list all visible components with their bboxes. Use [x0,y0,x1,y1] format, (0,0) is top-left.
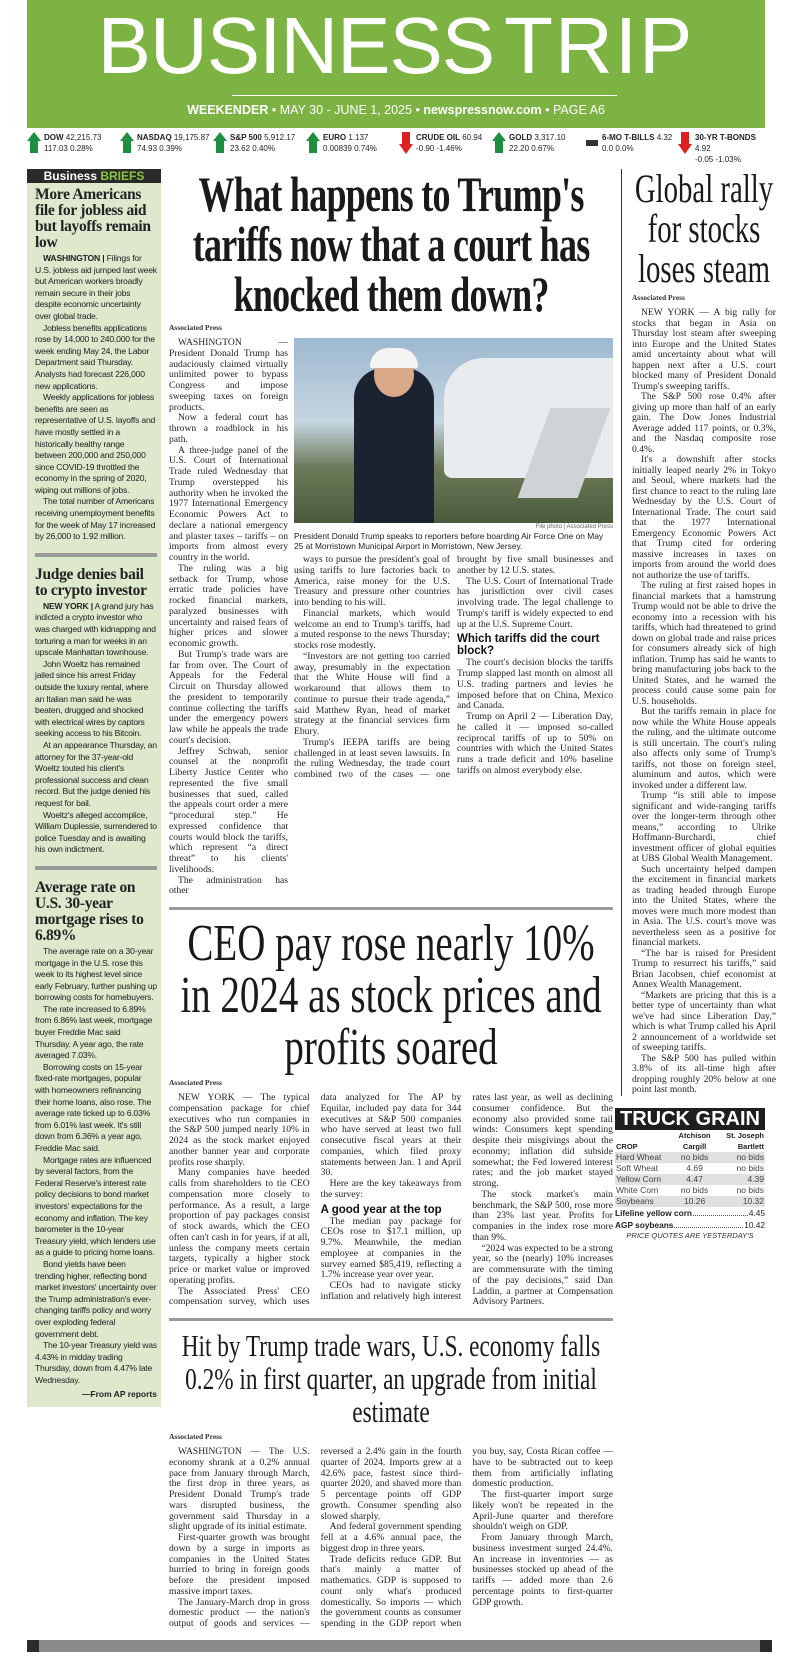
ticker-item[interactable] [399,132,492,165]
cargill-price: no bids [680,1184,709,1195]
edition-line [27,102,765,118]
ticker-change: 22.20 [509,144,530,153]
ticker-item[interactable] [492,132,585,165]
extra-price [615,1219,765,1231]
crop-name: Soybeans [615,1196,674,1207]
brief-headline: Judge denies bail to crypto investor [35,565,147,599]
ticker-text [230,132,306,154]
extra-value: 4.45 [748,1207,765,1218]
divider [35,866,157,870]
article-body [169,338,288,897]
paragraph: At an appearance Thursday, an attorney for the 37-year-old Woeltz touted his client's professional success and clean record. But the judge denied his request for bail. [35,739,157,808]
cargill-price: 4.69 [686,1162,703,1173]
col-header: Cargill [682,1141,707,1151]
ticker-pct: 0.67% [531,144,554,153]
separator: • [271,103,277,117]
ticker-name: DOW [44,133,64,142]
logo-business: BUSINESS [97,1,495,90]
arrow-up-icon [120,132,134,154]
paragraph: CEOs had to navigate sticky inflation and relatively high interest rates last year, as well as declining consumer confidence. But the economy also provided some tail winds: Consumers kept spending despite their misgivings about the economy; inflation did subside somewhat; the Fed lowered interest rates; and the job market stayed strong. [320,1092,613,1302]
headline-wrap [169,166,613,322]
ticker-value: 4.32 [656,133,673,142]
paragraph-text: A grand jury has indicted a crypto investor who was charged with kidnapping and torturing a man for weeks in an upscale Manhattan townhouse. [35,600,156,658]
main-article [169,338,613,897]
divider [169,907,613,910]
paragraph: The Associated Press' CEO compensation survey, which uses data analyzed for The AP by Equilar, included pay data for 344 executives at S&P 500 companies who have served at least two full consecutive fiscal years at their companies, which filed proxy statements between Jan. 1 and April 30. [169,1092,462,1308]
headline-wrap [632,166,776,291]
col-header: Bartlett [737,1141,764,1151]
article-body [169,1093,613,1308]
headline-wrap [169,1329,613,1428]
ticker-change: 74.93 [137,144,158,153]
paragraph: Jobless benefits applications rose by 14,000 to 240,000 for the week ending May 24, the Labor Department said Thursday. Analysts had forecast 226,000 new applications. [35,322,156,391]
grain-row [615,1196,765,1207]
paragraph [35,601,157,659]
grain-row [615,1174,765,1185]
grain-note: PRICE QUOTES ARE YESTERDAY'S [626,1230,754,1240]
ticker-pct: 0.74% [354,144,377,153]
masthead [27,0,765,128]
paragraph: “Markets are pricing that this is a better type of uncertainty than what we've had since Liberation Day,” which is what Trump called his April 2 announcement of a worldwide set of sweeping tariffs. [632,989,776,1053]
ticker-change: 0.00839 [323,144,352,153]
separator: • [545,103,550,117]
ticker-change: 0.0 [602,144,614,153]
paragraph: Weekly applications for jobless benefits are seen as representative of U.S. layoffs and have mostly settled in a historically healthy range between 200,000 and 250,000 since COVID-19 throttled the economy in the spring of 2020, wiping out millions of jobs. [35,392,156,495]
page-number: PAGE A6 [553,103,605,117]
crop-name: Hard Wheat [615,1152,674,1163]
ticker-change: -0.05 [695,155,714,164]
ticker-value: 60.94 [462,133,483,142]
paragraph: A three-judge panel of the U.S. Court of International Trade ruled Wednesday that Trump overstepped his authority when he invoked the 1977 International Emergency Economic Powers Act to declare a national emergency and plaster taxes – tariffs – on imports from almost every country in the world. [169,444,288,563]
center-column [169,166,613,1630]
briefs-label-accent: BRIEFS [100,169,145,183]
divider [169,1318,613,1321]
paragraph: But the tariffs remain in place for now while the White House appeals the ruling, and the ultimate outcome is still uncertain. The court's ruling also affects only some of Trump's tariffs, not those on foreign steel, aluminum and autos, which were invoked under a different law. [632,706,776,791]
brief-headline: More Americans file for jobless aid but layoffs remain low [35,186,151,251]
ticker-text [44,132,120,154]
paragraph: The January-March drop in gross domestic product — the nation's output of goods and services — reversed a 2.4% gain in the fourth quarter of 2024. Imports grew at a 42.6% pace, fastest since third-quarter 2020, and shaved more than 5 percentage points off GDP growth. Consumer spending also slowed sharply. [169,1446,462,1629]
paragraph: WASHINGTON — President Donald Trump has audaciously claimed virtually unlimited power to bypass Congress and impose sweeping taxes on foreign products. [169,337,288,413]
paragraph: WASHINGTON — The U.S. economy shrank at a 0.2% annual pace from January through March, the first drop in three years, as President Donald Trump's trade wars disrupted business, the government said Thursday in a slight upgrade of its initial estimate. [169,1446,310,1533]
paragraph-text: Filings for U.S. jobless aid jumped last week but American workers broadly remain secure in their jobs despite economic uncertainty over global trade. [35,253,157,321]
byline: Associated Press [632,293,685,302]
ticker-value: 4.92 [695,144,711,153]
ticker-item[interactable] [585,132,678,165]
logo-trip: TRIP [504,1,695,90]
ticker-item[interactable] [213,132,306,165]
ticker-change: 117.03 [44,144,68,153]
dateline: NEW YORK | [43,600,93,611]
masthead-rule [232,95,617,96]
edition-dates: MAY 30 - JUNE 1, 2025 [279,103,412,117]
paragraph: Here are the key takeaways from the survey: [320,1178,462,1200]
arrow-up-icon [492,132,506,154]
ticker-change: 23.62 [230,144,251,153]
cargill-price: no bids [674,1152,716,1163]
ticker-pct: 0.39% [159,144,182,153]
site-link[interactable]: newspressnow.com [423,103,542,117]
paragraph: Woeltz's alleged accomplice, William Duplessie, surrendered to police Tuesday and is awaiting his own indictment. [35,809,157,855]
unchanged-icon [585,132,599,154]
right-column [615,166,780,1240]
ticker-text [509,132,585,154]
bartlett-price: no bids [716,1152,765,1163]
paragraph: NEW YORK — The typical compensation package for chief executives who run companies in the S&P 500 jumped nearly 10% in 2024 as the stock market enjoyed another banner year and corporate profits rose sharply. [169,1092,310,1168]
brief-item [27,876,161,1387]
briefs-label: Business [43,169,97,183]
market-ticker [27,132,772,165]
paragraph: The administration has other [169,874,288,897]
ticker-item[interactable] [306,132,399,165]
grain-row [615,1185,765,1196]
grain-prices [615,1130,765,1207]
brief-body [35,253,157,543]
paragraph: Such uncertainty helped dampen the excitement in financial markets as trading headed through Europe into the United States, where the moves were much more modest than in Asia. The U.S. court's move was nevertheless seen as a positive for financial markets. [632,863,776,948]
paragraph: The ruling at first raised hopes in financial markets that a hamstrung Trump would not be able to drive the economy into a recession with his tariffs, which had threatened to grind down on global trade and raise prices for consumers already sick of high inflation. Trump has said he wants to bring manufacturing jobs back to the United States, and he warned the process could cause some pain for U.S. households. [632,580,776,707]
arrow-up-icon [306,132,320,154]
byline: Associated Press [169,1078,222,1087]
gdp-headline[interactable]: Hit by Trump trade wars, U.S. economy falls 0.2% in first quarter, an upgrade from initial estimate [181,1328,601,1429]
business-briefs [27,169,161,1407]
main-headline[interactable]: What happens to Trump's tariffs now that a court has knocked them down? [192,166,590,322]
extra-value: 10.42 [744,1219,765,1230]
news-photo[interactable] [294,338,613,523]
subhead: Which tariffs did the court block? [457,633,600,658]
paragraph: The S&P 500 has pulled within 3.8% of its all-time high after dropping roughly 20% below at one point last month. [632,1052,776,1095]
ticker-name: S&P 500 [230,133,262,142]
col-header: St. Joseph [726,1130,764,1140]
article-body [294,555,613,781]
extra-price [615,1207,765,1219]
page-grid [27,166,776,1630]
paragraph: Borrowing costs on 15-year fixed-rate mortgages, popular with homeowners refinancing their home loans, also rose. The average rate ticked up to 6.03% from 6.01% last week. It's still down from 6.36% a year ago, Freddie Mac said. [35,1061,152,1153]
bartlett-price: 4.39 [716,1174,765,1185]
paragraph: The court's decision blocks the tariffs Trump slapped last month on almost all U.S. trading partners and levies he imposed before that on China, Mexico and Canada. [457,657,613,712]
section-logo [27,2,765,90]
paragraph: Many companies have heeded calls from shareholders to tie CEO compensation more closely to performance. As a result, a large proportion of pay packages consist of stock awards, which the CEO often can't cash in for years, if at all, unless the company meets certain targets, typically a higher stock price or market value or improved operating profits. [169,1167,310,1286]
briefs-credit: —From AP reports [81,1389,157,1400]
grain-title: TRUCK GRAIN [615,1108,765,1130]
subhead: A good year at the top [320,1203,442,1216]
main-article-right [294,338,613,781]
ticker-item[interactable] [27,132,120,165]
edition-label: WEEKENDER [187,103,269,117]
paragraph: “2024 was expected to be a strong year, so the (nearly) 10% increases are commensurate with the timing of the pay decisions,” said Dan Laddin, a partner at Compensation Advisory Partners. [472,1242,613,1308]
ticker-value: 3,317.10 [534,133,566,142]
ticker-text [602,132,678,154]
paragraph: ways to pursue the president's goal of using tariffs to lure factories back to America, raise money for the U.S. Treasury and pressure other countries into bending to his will. [294,554,450,608]
paragraph: The S&P 500 rose 0.4% after giving up more than half of an early gain. The Dow Jones Industrial Average added 117 points, or 0.3%, and the Nasdaq composite rose 0.4%. [632,391,776,455]
ticker-name: CRUDE OIL [416,133,460,142]
crop-name: Yellow Corn [615,1174,674,1185]
paragraph: Mortgage rates are influenced by several factors, from the Federal Reserve's interest rate policy decisions to bond market investors' expectations for the economy and inflation. The key barometer is the 10-year Treasury yield, which lenders use as a guide to pricing home loans. [35,1154,156,1258]
ticker-item[interactable] [120,132,213,165]
ticker-pct: 0.40% [252,144,275,153]
paragraph: The rate increased to 6.89% from 6.86% last week, mortgage buyer Freddie Mac said Thursday. A year ago, the rate averaged 7.03%. [35,1003,153,1061]
ticker-value: 19,175.87 [173,133,210,142]
paragraph: Jeffrey Schwab, senior counsel at the nonprofit Liberty Justice Center who represented the five small businesses that sued, called the appeals court order a mere “procedural step.” He expressed confidence that courts would block the tariffs, which represent “a direct threat” to his clients' livelihoods. [169,745,288,875]
arrow-down-icon [678,132,692,154]
paragraph: The median pay package for CEOs rose to $17.1 million, up 9.7%. Meanwhile, the median employee at companies in the survey earned $85,419, reflecting a 1.7% increase year over year. [320,1215,462,1281]
paragraph: The 10-year Treasury yield was 4.43% in midday trading Thursday, down from 4.47% late Wednesday. [35,1340,157,1385]
rally-article [621,166,780,1096]
divider [35,553,157,557]
truck-grain-table [615,1108,765,1240]
paragraph: Bond yields have been trending higher, reflecting bond market investors' uncertainty over the Trump administration's ever-changing tariffs policy and worry over exploding federal government debt. [35,1258,157,1339]
ticker-value: 42,215.73 [65,133,102,142]
byline: Associated Press [169,323,222,332]
extra-label: Lifeline yellow corn [615,1207,692,1218]
ticker-text [137,132,213,154]
bartlett-price: no bids [736,1184,764,1195]
grain-row [615,1152,765,1163]
paragraph: It's a downshift after stocks initially leaped nearly 2% in Tokyo and Seoul, where markets had the first chance to react to the ruling late Wednesday by the U.S. Court of International Trade. The court said that the 1977 International Emergency Economic Powers Act that Trump cited for ordering massive increases in taxes on imports from around the world does not authorize the use of tariffs. [632,454,776,581]
photo-caption: President Donald Trump speaks to reporters before boarding Air Force One on May 25 at Morristown Municipal Airport in Morristown, New Jersey. [294,531,604,551]
brief-body [35,946,157,1387]
paragraph: First-quarter growth was brought down by a surge in imports as companies in the United States hurried to bring in foreign goods before the president imposed massive import taxes. [169,1532,310,1597]
ticker-name: NASDAQ [137,133,172,142]
briefs-header [27,169,161,183]
brief-item [27,563,161,856]
arrow-down-icon [399,132,413,154]
photo-credit: File photo | Associated Press [535,524,613,530]
paragraph: NEW YORK — A big rally for stocks that began in Asia on Thursday lost steam after sweeping into Europe and the United States amid uncertainty about what will happen next after a U.S. court blocked many of President Donald Trump's sweeping tariffs. [632,307,776,392]
ticker-name: 30-YR T-BONDS [695,133,756,142]
paragraph: Trump on April 2 — Liberation Day, he called it — imposed so-called reciprocal tariffs of up to 50% on countries with which the United States runs a trade deficit and 10% baseline tariffs on almost everybody else. [457,711,613,776]
paragraph: The ruling was a big setback for Trump, whose erratic trade policies have rocked financial markets, paralyzed businesses with uncertainty and raised fears of higher prices and slower economic growth. [169,562,288,649]
paragraph: The first-quarter import surge likely won't be repeated in the April-June quarter and therefore shouldn't weigh on GDP. [472,1489,613,1533]
ticker-pct: -1.03% [715,155,741,164]
crop-name: White Corn [616,1184,659,1195]
bartlett-price: no bids [736,1162,764,1173]
brief-item [27,183,161,543]
paragraph: The average rate on a 30-year mortgage in the U.S. rose this week to its highest level since early February, further pushing up borrowing costs for homebuyers. [35,945,158,1003]
ticker-name: 6-MO T-BILLS [602,133,655,142]
brief-headline: Average rate on U.S. 30-year mortgage rises to 6.89% [35,878,144,944]
ticker-text [695,132,771,165]
paragraph: “Investors are not getting too carried away, presumably in the expectation that the White House will find a workaround that allows them to continue to pursue their trade agenda,” said Matthew Ryan, head of market strategy at the financial services firm Ebury. [294,650,450,737]
paragraph: Now a federal court has thrown a roadblock in his path. [169,412,288,445]
grain-row [615,1163,765,1174]
arrow-up-icon [27,132,41,154]
ticker-pct: -1.46% [436,144,462,153]
dateline: WASHINGTON | [43,253,105,263]
paragraph: From January through March, business investment surged 24.4%. An increase in inventories — as businesses stocked up ahead of the tariffs — added more than 2.6 percentage points to first-quarter GDP growth. [472,1532,613,1608]
ticker-pct: 0.28% [70,144,93,153]
brief-body [35,601,157,856]
ticker-value: 5,912.17 [264,133,296,142]
cargill-price: 10.26 [674,1196,716,1207]
paragraph: And federal government spending fell at a 4.6% annual pace, the biggest drop in three years. [320,1521,462,1554]
ticker-name: EURO [323,133,347,142]
ticker-text [416,132,492,154]
footer-bar [27,1640,772,1652]
paragraph: Trump “is still able to impose significant and wide-ranging tariffs over the longer-term through other means,” according to Ulrike Hoffmann-Burchardi, chief investment officer of global equities at UBS Global Wealth Management. [632,790,776,864]
byline: Associated Press [169,1432,222,1441]
crop-name: Soft Wheat [616,1162,659,1173]
col-header: CROP [616,1141,638,1151]
ticker-value: 1.137 [348,133,369,142]
paragraph: But Trump's trade wars are far from over. The Court of Appeals for the Federal Circuit on Thursday allowed the president to temporarily continue collecting the tariffs under the emergency powers law while he appeals the trade court's decision. [169,648,288,746]
ticker-pct: 0.0% [615,144,634,153]
article-body [169,1447,613,1630]
col-header: Atchison [678,1130,711,1140]
paragraph: Financial markets, which would welcome an end to Trump's tariffs, had a muted response to the news Thursday; stocks rose modestly. [294,607,450,651]
paragraph: John Woeltz has remained jailed since his arrest Friday outside the luxury rental, where an Italian man said he was beaten, drugged and shocked with electrical wires by captors seeking access to his Bitcoin. [35,658,149,739]
paragraph: The total number of Americans receiving unemployment benefits for the week of May 17 increased by 26,000 to 1.92 million. [35,496,156,542]
cap-shape [370,348,418,368]
headline-wrap [169,915,613,1076]
ticker-change: -0.90 [416,144,435,153]
ticker-item[interactable] [678,132,771,165]
paragraph: Trump's IEEPA tariffs are being challenged in at least seven lawsuits. In the ruling Wednesday, the trade court combined two of the cases — one brought by five small businesses and another by 12 U.S. states. [294,554,613,780]
paragraph: “The bar is raised for President Trump to resurrect his tariffs,” said Brian Jacobsen, chief economist at Annex Wealth Management. [632,947,776,990]
paragraph: The U.S. Court of International Trade has jurisdiction over civil cases involving trade. The legal challenge to Trump's tariff is widely expected to end up at the U.S. Supreme Court. [457,575,613,630]
separator: • [415,103,420,117]
paragraph: The stock market's main benchmark, the S&P 500, rose more than 23% last year. Profits for companies in the index rose more than 9%. [472,1188,613,1243]
paragraph: Trade deficits reduce GDP. But that's mainly a matter of mathematics. GDP is supposed to count only what's produced domestically. So imports — which the government counts as consumer spending in the GDP report when you buy, say, Costa Rican coffee — have to be subtracted out to keep them from artificially inflating domestic production. [320,1446,613,1629]
arrow-up-icon [213,132,227,154]
rally-headline[interactable]: Global rally for stocks loses steam [634,166,774,291]
bartlett-price: 10.32 [716,1196,765,1207]
ticker-name: GOLD [509,133,533,142]
article-body [632,308,776,1096]
cargill-price: 4.47 [674,1174,716,1185]
ticker-text [323,132,399,154]
ceo-headline[interactable]: CEO pay rose nearly 10% in 2024 as stock prices and profits soared [180,915,602,1076]
extra-label: AGP soybeans [615,1219,674,1230]
paragraph [35,253,157,323]
